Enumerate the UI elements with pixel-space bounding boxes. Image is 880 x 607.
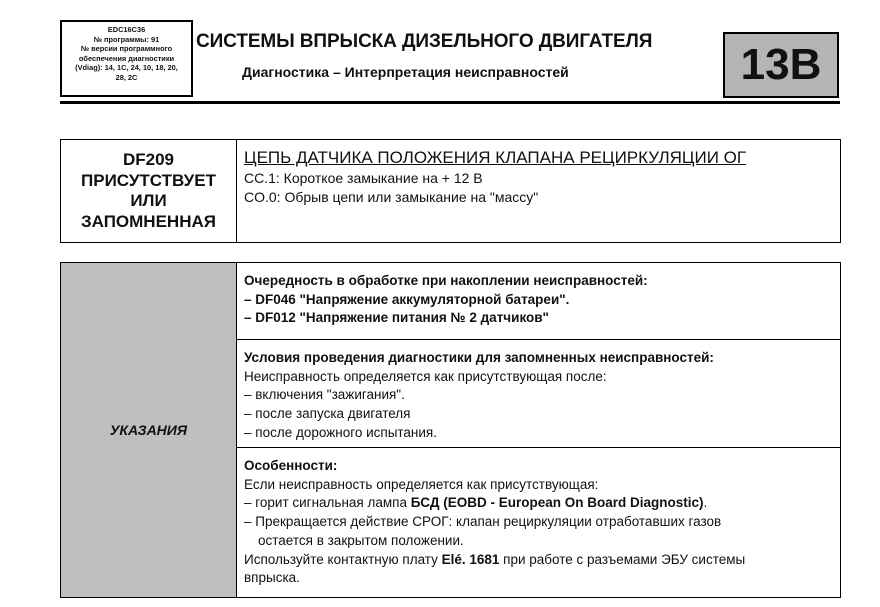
section-number-badge: 13B — [723, 32, 839, 98]
info-line: EDC16C36 — [107, 25, 146, 34]
lamp-suffix: . — [703, 495, 708, 511]
conditions-item: – после запуска двигателя — [244, 406, 411, 422]
special-egr-line: – Прекращается действие СРОГ: клапан рециркуляции отработавших газов — [244, 514, 722, 530]
header-divider — [60, 101, 840, 104]
board-suffix: при работе с разъемами ЭБУ системы — [499, 551, 746, 567]
fault-status-line: ЗАПОМНЕННАЯ — [81, 211, 216, 231]
notes-table — [60, 262, 841, 598]
priority-item: – DF046 "Напряжение аккумуляторной батареи". — [244, 291, 570, 307]
conditions-item: – включения "зажигания". — [244, 387, 405, 403]
page-title: СИСТЕМЫ ВПРЫСКА ДИЗЕЛЬНОГО ДВИГАТЕЛЯ — [196, 31, 653, 52]
conditions-cell — [237, 340, 840, 448]
priority-cell — [237, 263, 840, 340]
conditions-heading: Условия проведения диагностики для запомненных неисправностей: — [244, 350, 714, 365]
board-name: Elé. 1681 — [441, 551, 500, 567]
page-subtitle: Диагностика – Интерпретация неисправностей — [242, 64, 569, 80]
conditions-intro: Неисправность определяется как присутствующая после: — [244, 368, 607, 384]
info-line: № программы: 91 — [93, 34, 160, 44]
lamp-name: БСД (EOBD - European On Board Diagnostic) — [410, 495, 704, 511]
fault-line: CC.1: Короткое замыкание на + 12 В — [244, 170, 483, 186]
fault-code: DF209 — [122, 150, 175, 169]
fault-status-line: ПРИСУТСТВУЕТ — [81, 170, 216, 190]
special-egr-line-cont: остается в закрытом положении. — [258, 532, 464, 548]
special-intro: Если неисправность определяется как присутствующая: — [244, 476, 599, 492]
info-line: (Vdiag): 14, 1C, 24, 10, 18, 20, — [75, 63, 178, 72]
notes-label: УКАЗАНИЯ — [109, 422, 188, 438]
priority-heading: Очередность в обработке при накоплении неисправностей: — [244, 273, 648, 288]
notes-label-cell — [61, 263, 237, 597]
program-info-box — [60, 20, 193, 97]
special-lamp-line — [244, 494, 840, 513]
lamp-prefix: – горит сигнальная лампа — [244, 495, 411, 511]
special-heading: Особенности: — [244, 458, 338, 473]
fault-title: ЦЕПЬ ДАТЧИКА ПОЛОЖЕНИЯ КЛАПАНА РЕЦИРКУЛЯЦИИ ОГ — [244, 148, 747, 167]
special-board-line-cont: впрыска. — [244, 570, 300, 586]
fault-line: CO.0: Обрыв цепи или замыкание на "массу" — [244, 189, 539, 205]
fault-status-line: ИЛИ — [130, 191, 167, 210]
conditions-item: – после дорожного испытания. — [244, 424, 437, 440]
fault-table — [60, 139, 841, 243]
fault-code-cell — [61, 140, 237, 242]
info-line: обеспечения диагностики — [78, 53, 175, 63]
special-cell — [237, 448, 840, 597]
priority-item: – DF012 "Напряжение питания № 2 датчиков" — [244, 310, 549, 326]
info-line: 28, 2C — [115, 72, 138, 82]
board-prefix: Используйте контактную плату — [244, 551, 442, 567]
fault-description-cell — [244, 147, 836, 207]
info-line: № версии программного — [80, 44, 173, 53]
special-board-line — [244, 551, 840, 570]
